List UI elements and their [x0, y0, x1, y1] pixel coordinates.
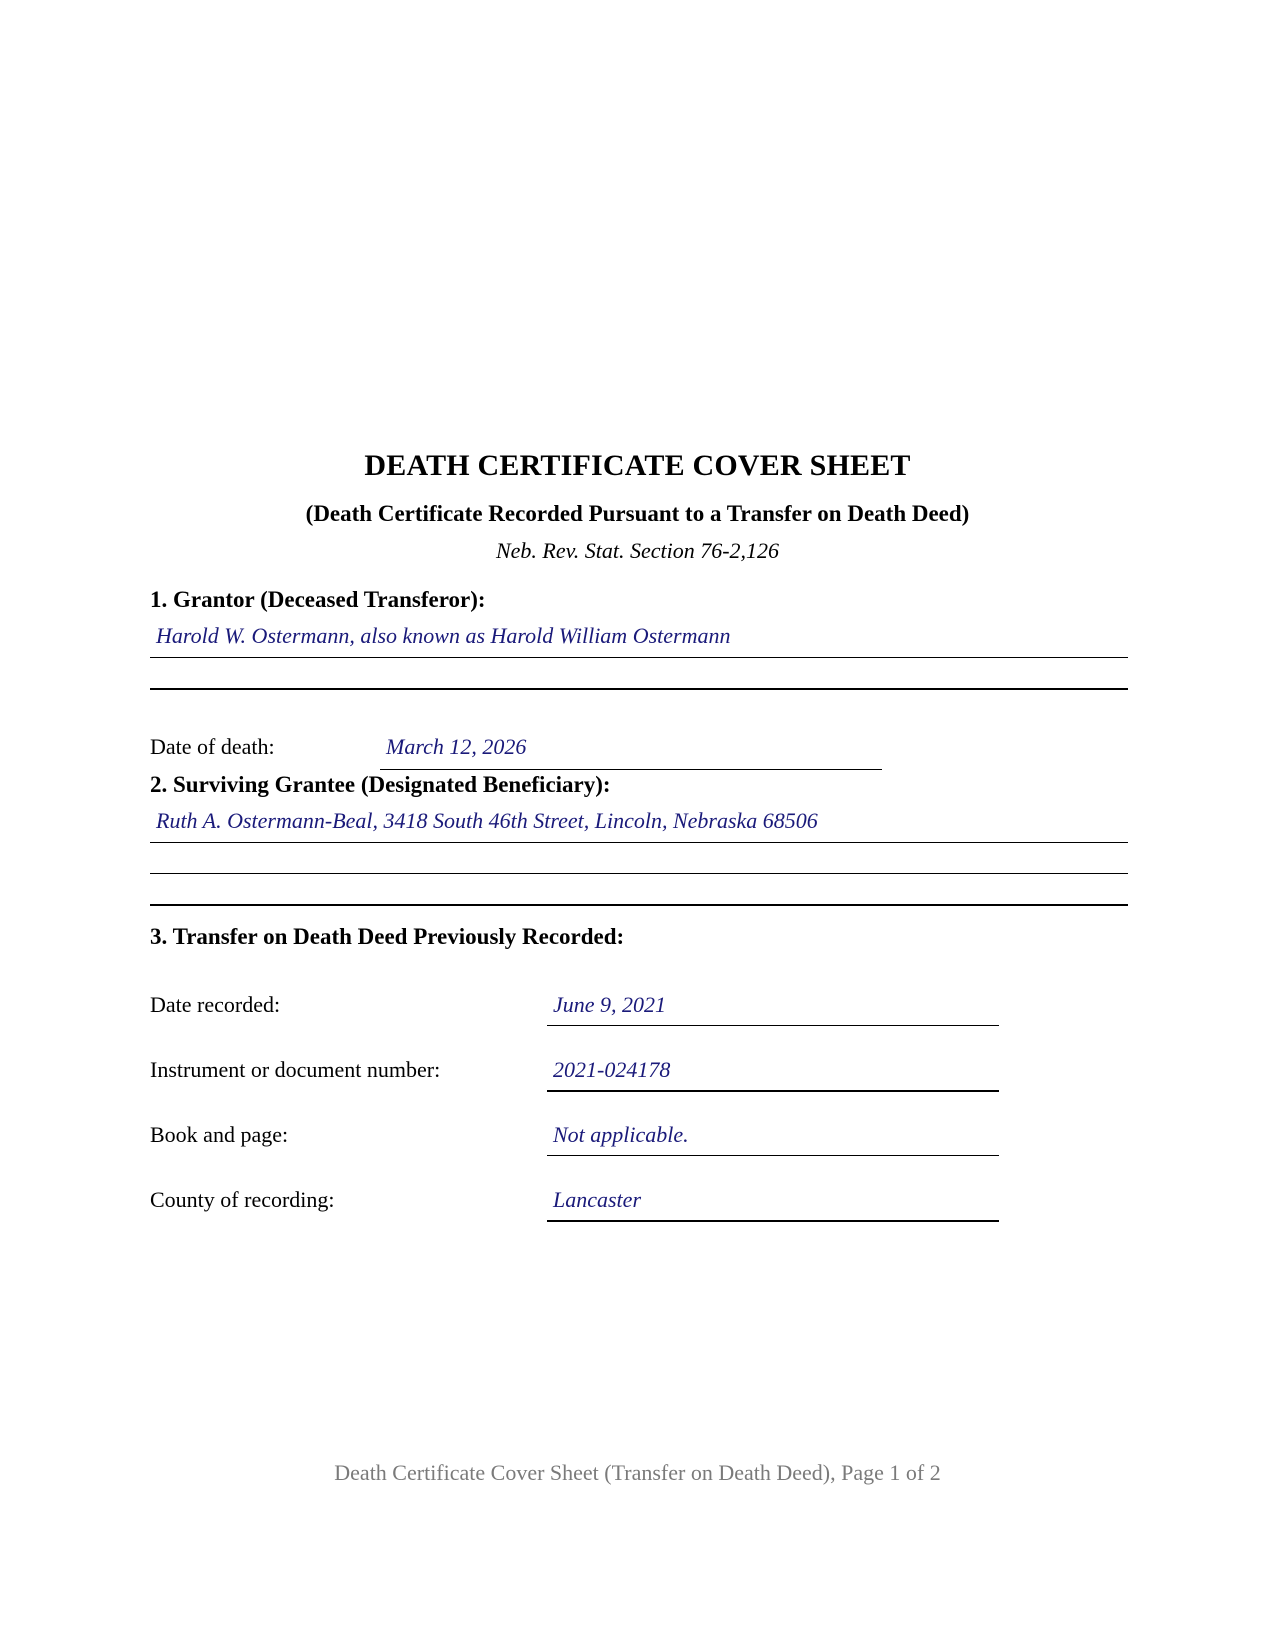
grantee-line-1	[150, 842, 1128, 843]
instrument-number-line	[547, 1090, 999, 1092]
county-line	[547, 1220, 999, 1222]
book-page-line	[547, 1155, 999, 1156]
grantee-heading: 2. Surviving Grantee (Designated Beneficiary):	[150, 772, 611, 797]
document-subtitle: (Death Certificate Recorded Pursuant to a Transfer on Death Deed)	[305, 501, 970, 526]
grantor-name-field[interactable]: Harold W. Ostermann, also known as Harold William Ostermann	[156, 623, 731, 648]
grantor-line-1	[150, 657, 1128, 658]
deed-heading: 3. Transfer on Death Deed Previously Recorded:	[150, 924, 625, 949]
county-field[interactable]: Lancaster	[553, 1187, 641, 1212]
instrument-number-field[interactable]: 2021-024178	[553, 1057, 671, 1082]
page-footer: Death Certificate Cover Sheet (Transfer on Death Deed), Page 1 of 2	[334, 1460, 941, 1485]
grantee-line-2	[150, 873, 1128, 874]
book-page-label: Book and page:	[150, 1122, 289, 1147]
grantee-line-3	[150, 904, 1128, 906]
date-of-death-field[interactable]: March 12, 2026	[386, 734, 527, 759]
date-recorded-field[interactable]: June 9, 2021	[553, 992, 667, 1017]
grantor-line-2	[150, 688, 1128, 690]
statute-reference: Neb. Rev. Stat. Section 76-2,126	[495, 538, 780, 563]
date-recorded-label: Date recorded:	[150, 992, 281, 1017]
date-of-death-line	[380, 769, 882, 770]
county-label: County of recording:	[150, 1187, 335, 1212]
document-title: DEATH CERTIFICATE COVER SHEET	[364, 449, 911, 482]
grantor-heading: 1. Grantor (Deceased Transferor):	[150, 587, 486, 612]
date-of-death-label: Date of death:	[150, 734, 275, 759]
book-page-field[interactable]: Not applicable.	[553, 1122, 689, 1147]
instrument-number-label: Instrument or document number:	[150, 1057, 441, 1082]
grantee-field[interactable]: Ruth A. Ostermann-Beal, 3418 South 46th Street, Lincoln, Nebraska 68506	[156, 808, 818, 833]
date-recorded-line	[547, 1025, 999, 1026]
